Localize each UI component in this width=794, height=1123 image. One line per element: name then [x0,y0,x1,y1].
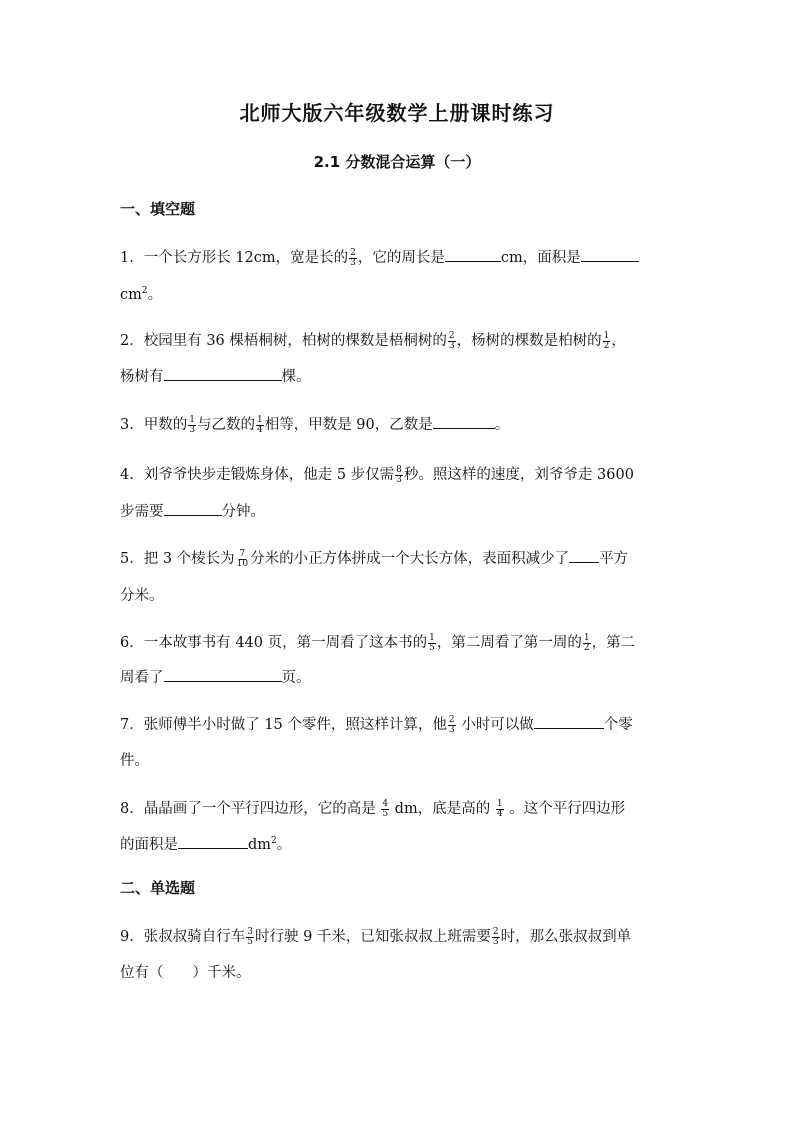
q8-text: dm，底是高的 [390,801,495,817]
question-8-line-1 [120,797,680,819]
q1-text: ，它的周长是 [357,250,445,266]
question-2-line-2 [120,365,680,386]
q4-text: 步需要 [120,504,164,520]
question-9-line-2 [120,961,680,982]
question-6-line-1 [120,631,680,653]
q3-text: 相等，甲数是 90，乙数是 [264,417,433,433]
q9-text: 位有（ ）千米。 [120,965,251,981]
q8-text: 8．晶晶画了一个平行四边形，它的高是 [120,801,381,817]
answer-blank[interactable] [164,501,222,516]
question-6-line-2 [120,666,680,687]
q2-text: ，杨树的棵数是柏树的 [456,333,602,349]
q2-text: 2．校园里有 36 棵梧桐树，柏树的棵数是梧桐树的 [120,333,447,349]
question-1-line-1 [120,246,680,268]
question-3-line-1 [120,413,680,435]
answer-blank[interactable] [445,247,501,262]
section-single-choice: 二、单选题 [120,879,196,897]
q4-text: 4．刘爷爷快步走锻炼身体，他走 5 步仅需 [120,467,395,483]
q6-text: 6．一本故事书有 440 页，第一周看了这本书的 [120,635,428,651]
fraction-numerator: 2 [350,247,356,258]
fraction [349,249,357,268]
q7-text: 7．张师傅半小时做了 15 个零件，照这样计算，他 [120,717,447,733]
fraction-numerator: 1 [583,632,590,643]
fraction-denominator: 5 [429,642,435,653]
punctuation: 。 [494,417,510,433]
q2-text: 杨树有 [120,369,164,385]
q9-text: 时，那么张叔叔到单 [500,929,632,945]
page-subtitle: 2.1 分数混合运算（一） [313,153,481,171]
q6-text: 页。 [281,670,311,686]
fraction-denominator: 3 [448,724,455,735]
fraction [492,928,500,947]
fraction [448,332,456,351]
unit-exponent: 2 [141,286,148,297]
fraction [496,800,504,819]
fraction [256,416,264,435]
q4-text: 分钟。 [221,504,265,520]
q5-text: 分米。 [120,588,164,604]
question-1-line-2 [120,283,680,304]
answer-blank[interactable] [164,366,282,381]
fraction-numerator: 1 [429,632,435,643]
question-8-line-2 [120,833,680,854]
fraction-numerator: 8 [396,464,402,475]
fraction-numerator: 1 [496,798,503,809]
q3-text: 3．甲数的 [120,417,188,433]
answer-blank[interactable] [178,834,248,849]
q9-text: 时行驶 9 千米，已知张叔叔上班需要 [254,929,491,945]
fraction-denominator: 10 [236,558,249,569]
fraction-denominator: 4 [496,808,503,819]
fraction-numerator: 1 [256,414,263,425]
q8-text: 。这个平行四边形 [504,801,626,817]
fraction [381,800,389,819]
q7-text: 件。 [120,753,149,769]
q6-text: ，第二 [591,635,636,651]
fraction-numerator: 2 [448,330,455,341]
question-7-line-2 [120,749,680,770]
fraction-denominator: 4 [256,424,263,435]
fraction-denominator: 3 [396,474,402,485]
section-fill-in: 一、填空题 [120,200,196,218]
q5-text: 5．把 3 个棱长为 [120,551,235,567]
fraction [603,332,611,351]
page-title: 北师大版六年级数学上册课时练习 [239,101,555,125]
fraction-denominator: 3 [448,340,455,351]
fraction [583,634,591,653]
unit-text: cm [120,287,142,303]
fraction-denominator: 3 [350,257,356,268]
fraction-denominator: 5 [247,936,253,947]
fraction-denominator: 3 [492,936,499,947]
answer-blank[interactable] [569,548,599,563]
answer-blank[interactable] [581,247,639,262]
q5-text: 分米的小正方体拼成一个大长方体，表面积减少了 [250,551,570,567]
fraction-numerator: 4 [382,798,389,809]
q7-text: 个零 [603,717,633,733]
question-9-line-1 [120,925,680,947]
fraction-denominator: 2 [603,340,610,351]
q7-text: 小时可以做 [456,717,534,733]
fraction-numerator: 7 [239,548,246,559]
fraction-numerator: 2 [492,926,499,937]
q1-text: cm，面积是 [500,250,581,266]
q5-text: 平方 [599,551,629,567]
fraction-denominator: 3 [189,424,195,435]
question-5-line-2 [120,584,680,605]
question-4-line-1 [120,463,680,485]
fraction-numerator: 2 [448,714,455,725]
punctuation: ， [611,333,626,349]
fraction-numerator: 1 [189,414,195,425]
answer-blank[interactable] [433,414,495,429]
fraction [188,416,196,435]
answer-blank[interactable] [164,667,282,682]
question-2-line-1 [120,329,680,351]
fraction-denominator: 2 [583,642,590,653]
question-7-line-1 [120,713,680,735]
fraction-numerator: 1 [603,330,610,341]
unit-exponent: 2 [271,836,277,847]
fraction [246,928,254,947]
q6-text: ，第二周看了第一周的 [436,635,582,651]
unit-text: dm [248,837,272,853]
q1-text: 1．一个长方形长 12cm，宽是长的 [120,250,349,266]
fraction-numerator: 3 [247,926,253,937]
punctuation: 。 [147,287,163,303]
q2-text: 棵。 [281,369,311,385]
fraction [395,466,403,485]
fraction-denominator: 5 [382,808,389,819]
answer-blank[interactable] [534,714,604,729]
punctuation: 。 [276,837,292,853]
q8-text: 的面积是 [120,837,178,853]
question-5-line-1 [120,547,680,569]
fraction [236,550,249,569]
q9-text: 9．张叔叔骑自行车 [120,929,246,945]
fraction [448,716,456,735]
q3-text: 与乙数的 [196,417,255,433]
q6-text: 周看了 [120,670,164,686]
question-4-line-2 [120,500,680,521]
fraction [428,634,436,653]
q4-text: 秒。照这样的速度，刘爷爷走 3600 [403,467,634,483]
